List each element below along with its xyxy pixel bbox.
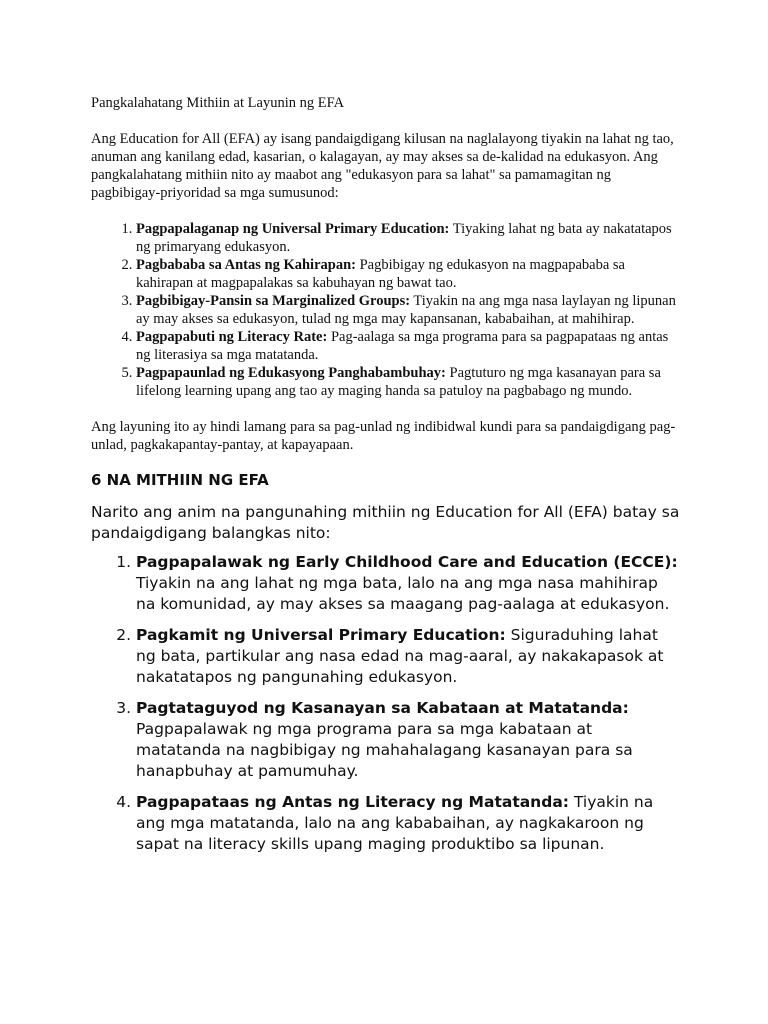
list-item <box>136 698 681 782</box>
document-page <box>91 94 681 865</box>
list-item <box>136 292 681 328</box>
goal-text: Tiyakin na ang mga matatanda, lalo na ang kababaihan, ay nagkakaroon ng sapat na literacy skills upang maging produktibo sa lipunan. <box>136 793 654 853</box>
list-item <box>136 328 681 364</box>
objective-text: Tiyaking lahat ng bata ay nakatatapos ng primaryang edukasyon. <box>136 221 672 255</box>
goal-text: Tiyakin na ang lahat ng mga bata, lalo na ang mga nasa mahihirap na komunidad, ay may akses sa maagang pag-aalaga at edukasyon. <box>136 574 670 613</box>
section-intro: Narito ang anim na pangunahing mithiin ng Education for All (EFA) batay sa pandaigdigang balangkas nito: <box>91 503 680 542</box>
section-heading: 6 NA MITHIIN NG EFA <box>91 471 269 489</box>
goals-list <box>91 552 681 855</box>
list-item <box>136 625 681 688</box>
objective-text: Pagtuturo ng mga kasanayan para sa lifelong learning upang ang tao ay maging handa sa patuloy na pagbabago ng mundo. <box>136 365 661 399</box>
intro-paragraph: Ang Education for All (EFA) ay isang pandaigdigang kilusan na naglalayong tiyakin na lahat ng tao, anuman ang kanilang edad, kasarian, o kalagayan, ay may akses sa de-kalidad na edukasyon. Ang pangkalahatang mithiin nito ay maabot ang "edukasyon para sa lahat" sa pamamagitan ng pagbibigay-priyoridad sa mga sumusunod: <box>91 131 674 201</box>
objectives-list <box>91 220 681 400</box>
list-item <box>136 792 681 855</box>
objective-title: Pagpapalaganap ng Universal Primary Education: <box>136 221 450 237</box>
list-item <box>136 364 681 400</box>
document-title: Pangkalahatang Mithiin at Layunin ng EFA <box>91 95 345 111</box>
goal-text: Pagpapalawak ng mga programa para sa mga kabataan at matatanda na nagbibigay ng mahahalagang kasanayan para sa hanapbuhay at pamumuhay. <box>136 720 633 780</box>
list-item <box>136 552 681 615</box>
closing-paragraph: Ang layuning ito ay hindi lamang para sa pag-unlad ng indibidwal kundi para sa pandaigdigang pag-unlad, pagkakapantay-pantay, at kapayapaan. <box>91 419 676 453</box>
objective-title: Pagpapabuti ng Literacy Rate: <box>136 329 328 345</box>
goal-title: Pagpapalawak ng Early Childhood Care and Education (ECCE): <box>136 553 678 571</box>
objective-text: Tiyakin na ang mga nasa laylayan ng lipunan ay may akses sa edukasyon, tulad ng mga may kapansanan, kababaihan, at mahihirap. <box>136 293 676 327</box>
list-item <box>136 256 681 292</box>
goal-title: Pagtataguyod ng Kasanayan sa Kabataan at Matatanda: <box>136 699 629 717</box>
objective-title: Pagpapaunlad ng Edukasyong Panghabambuhay: <box>136 365 446 381</box>
list-item <box>136 220 681 256</box>
objective-text: Pagbibigay ng edukasyon na magpapababa sa kahirapan at magpapalakas sa kabuhayan ng bawat tao. <box>136 257 625 291</box>
objective-title: Pagbibigay-Pansin sa Marginalized Groups: <box>136 293 411 309</box>
objective-title: Pagbababa sa Antas ng Kahirapan: <box>136 257 356 273</box>
goal-text: Siguraduhing lahat ng bata, partikular ang nasa edad na mag-aaral, ay nakakapasok at nakatatapos ng pangunahing edukasyon. <box>136 626 664 686</box>
goal-title: Pagkamit ng Universal Primary Education: <box>136 626 506 644</box>
goal-title: Pagpapataas ng Antas ng Literacy ng Matatanda: <box>136 793 569 811</box>
objective-text: Pag-aalaga sa mga programa para sa pagpapataas ng antas ng literasiya sa mga matatanda. <box>136 329 669 363</box>
